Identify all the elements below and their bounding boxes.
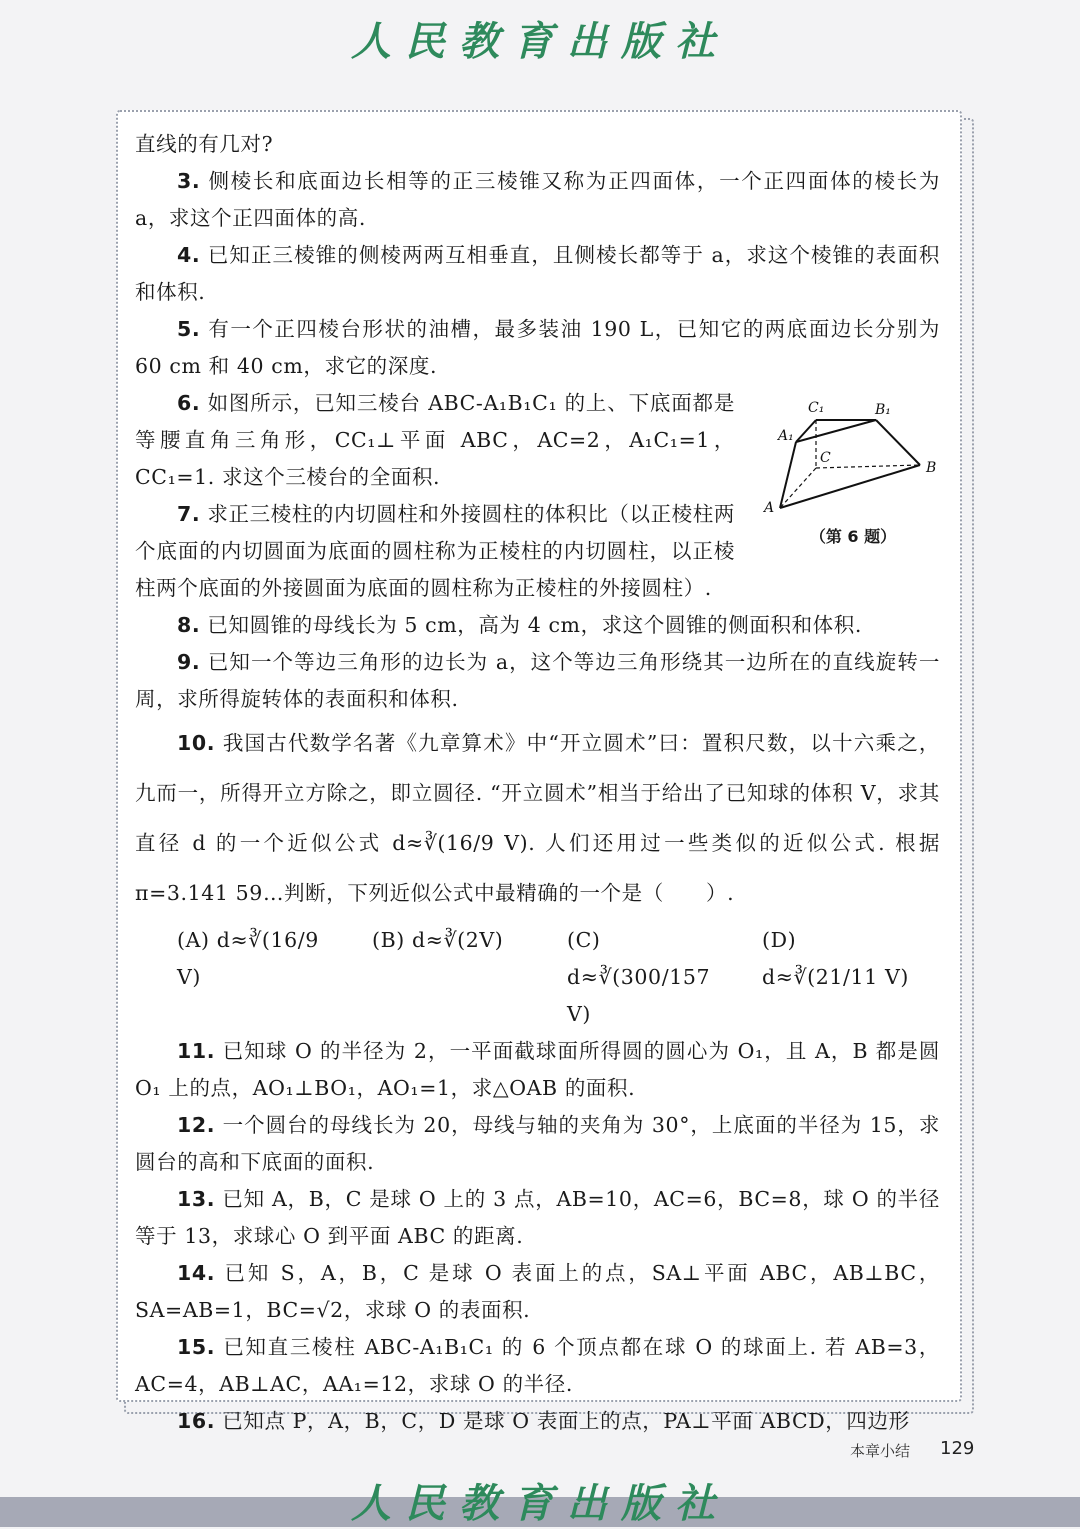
exercise-15: 15. 已知直三棱柱 ABC-A₁B₁C₁ 的 6 个顶点都在球 O 的球面上. 若 AB=3，AC=4，AB⊥AC，AA₁=12，求球 O 的半径. — [135, 1335, 940, 1396]
label-a: A — [764, 500, 775, 516]
exercise-9: 9. 已知一个等边三角形的边长为 a，这个等边三角形绕其一边所在的直线旋转一周，求所得旋转体的表面积和体积. — [135, 650, 940, 711]
label-a1: A₁ — [778, 428, 794, 444]
label-b: B — [926, 460, 937, 476]
choice-a: (A) d≈∛(16/9 V) — [177, 928, 319, 989]
exercise-6: 6. 如图所示，已知三棱台 ABC-A₁B₁C₁ 的上、下底面都是等腰直角三角形，CC₁⊥平面 ABC，AC=2，A₁C₁=1，CC₁=1. 求这个三棱台的全面积. — [135, 391, 735, 489]
exercise-5: 5. 有一个正四棱台形状的油槽，最多装油 190 L，已知它的两底面边长分别为 60 cm 和 40 cm，求它的深度. — [135, 317, 941, 378]
exercise-11: 11. 已知球 O 的半径为 2，一平面截球面所得圆的圆心为 O₁，且 A，B 都是圆 O₁ 上的点，AO₁⊥BO₁，AO₁=1，求△OAB 的面积. — [135, 1039, 940, 1100]
frustum-figure — [758, 390, 948, 560]
exercise-10-choices — [135, 922, 940, 1033]
exercise-list — [135, 126, 940, 1440]
choice-b: (B) d≈∛(2V) — [372, 928, 504, 952]
choice-c: (C) d≈∛(300/157 V) — [567, 928, 711, 1026]
page-number: 129 — [940, 1438, 975, 1459]
exercise-13: 13. 已知 A，B，C 是球 O 上的 3 点，AB=10，AC=6，BC=8，球 O 的半径等于 13，求球心 O 到平面 ABC 的距离. — [135, 1187, 940, 1248]
exercise-7: 7. 求正三棱柱的内切圆柱和外接圆柱的体积比（以正棱柱两个底面的内切圆面为底面的圆柱称为正棱柱的内切圆柱，以正棱柱两个底面的外接圆面为底面的圆柱称为正棱柱的外接圆柱）. — [135, 502, 735, 600]
label-c1: C₁ — [808, 400, 825, 416]
label-c: C — [820, 450, 831, 466]
section-label: 本章小结 — [850, 1442, 911, 1460]
exercise-3: 3. 侧棱长和底面边长相等的正三棱锥又称为正四面体，一个正四面体的棱长为 a，求这个正四面体的高. — [135, 169, 940, 230]
publisher-logo-top: 人民教育出版社 — [351, 18, 729, 65]
label-b1: B₁ — [875, 402, 891, 418]
exercise-12: 12. 一个圆台的母线长为 20，母线与轴的夹角为 30°，上底面的半径为 15，求圆台的高和下底面的面积. — [135, 1113, 940, 1174]
exercise-4: 4. 已知正三棱锥的侧棱两两互相垂直，且侧棱长都等于 a，求这个棱锥的表面积和体积. — [135, 243, 940, 304]
exercise-10: 10. 我国古代数学名著《九章算术》中“开立圆术”曰：置积尺数，以十六乘之，九而一，所得开立方除之，即立圆径. “开立圆术”相当于给出了已知球的体积 V，求其直径 d 的一个近似公式 d≈∛(16/9 V). 人们还用过一些类似的近似公式. 根据 π=3.141 59…判断，下列近似公式中最精确的一个是（ ）. — [135, 731, 940, 905]
choice-d: (D) d≈∛(21/11 V) — [762, 928, 909, 989]
publisher-logo-bottom: 人民教育出版社 — [351, 1480, 729, 1527]
exercise-8: 8. 已知圆锥的母线长为 5 cm，高为 4 cm，求这个圆锥的侧面积和体积. — [177, 613, 862, 637]
exercise-14: 14. 已知 S，A，B，C 是球 O 表面上的点，SA⊥平面 ABC，AB⊥BC，SA=AB=1，BC=√2，求球 O 的表面积. — [135, 1261, 940, 1322]
figure-caption: （第 6 题） — [809, 527, 897, 546]
exercise-continuation: 直线的有几对? — [135, 132, 274, 156]
frustum-diagram — [758, 390, 948, 520]
exercise-16: 16. 已知点 P，A，B，C，D 是球 O 表面上的点，PA⊥平面 ABCD，四边形 — [177, 1409, 910, 1433]
